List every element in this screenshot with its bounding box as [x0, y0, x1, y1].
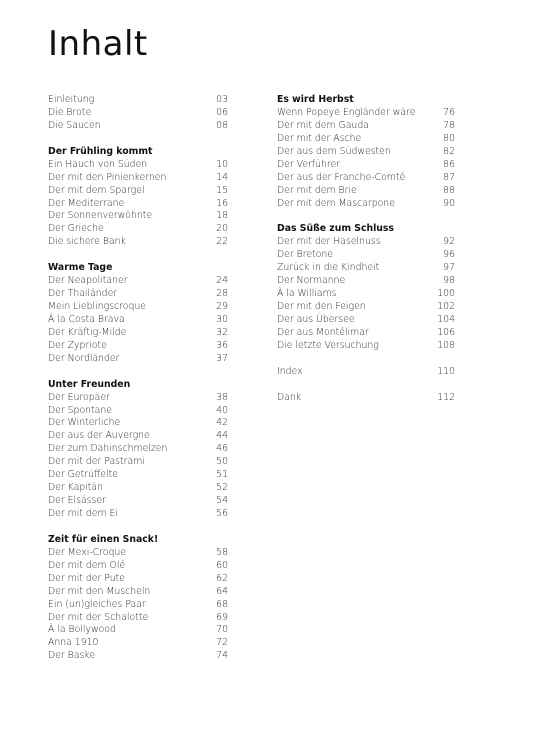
toc-entry-page: 106 [437, 326, 455, 338]
toc-entry [48, 443, 228, 456]
toc-entry [277, 314, 455, 327]
toc-entry-title: Der Spontane [48, 404, 112, 416]
section-heading-label: Es wird Herbst [277, 94, 354, 105]
toc-entry-page: 112 [437, 391, 455, 403]
toc-entry-title: Der Neapolitaner [48, 275, 128, 287]
toc-entry-page: 80 [443, 132, 455, 144]
toc-entry [48, 456, 228, 469]
toc-entry-title: À la Costa Brava [48, 313, 125, 325]
toc-entry [48, 236, 228, 249]
toc-entry-title: Der Baske [48, 650, 96, 662]
toc-entry [48, 430, 228, 443]
toc-entry-page: 60 [216, 559, 228, 571]
toc-entry-title: Der mit dem Olé [48, 559, 126, 571]
toc-entry-page: 52 [216, 482, 228, 494]
toc-entry-page: 06 [216, 106, 228, 118]
toc-entry [48, 469, 228, 482]
toc-entry [48, 650, 228, 663]
toc-entry [48, 508, 228, 521]
toc-entry-page: 46 [216, 443, 228, 455]
toc-entry [277, 198, 455, 211]
toc-entry-page: 74 [216, 650, 228, 662]
toc-entry-page: 62 [216, 572, 228, 584]
toc-entry [48, 301, 228, 314]
toc-entry-page: 22 [216, 236, 228, 248]
toc-entry-title: Der aus Übersee [277, 313, 355, 325]
toc-entry-page: 08 [216, 119, 228, 131]
toc-entry-page: 104 [437, 313, 455, 325]
toc-entry [48, 573, 228, 586]
toc-entry-title: Der aus der Franche-Comté [277, 171, 406, 183]
toc-entry [48, 107, 228, 120]
toc-entry [277, 340, 455, 353]
toc-entry [277, 301, 455, 314]
toc-entry-title: Der Verführer [277, 158, 341, 170]
toc-entry [48, 495, 228, 508]
toc-entry-page: 72 [216, 637, 228, 649]
toc-entry-title: Der mit dem Brie [277, 184, 357, 196]
toc-column-left [48, 94, 228, 663]
toc-entry-page: 92 [443, 236, 455, 248]
toc-entry-page: 28 [216, 288, 228, 300]
toc-entry-title: Anna 1910 [48, 637, 99, 649]
toc-entry-title: Einleitung [48, 94, 95, 105]
toc-entry-page: 24 [216, 275, 228, 287]
toc-entry [277, 249, 455, 262]
toc-entry-title: Der Europäer [48, 391, 110, 403]
toc-entry-title: Die sichere Bank [48, 236, 126, 248]
toc-entry [48, 560, 228, 573]
toc-entry-page: 70 [216, 624, 228, 636]
toc-entry [48, 288, 228, 301]
toc-entry-title: Der mit den Muscheln [48, 585, 151, 597]
toc-entry [48, 353, 228, 366]
toc-entry-page: 76 [443, 106, 455, 118]
toc-entry-page: 32 [216, 326, 228, 338]
toc-entry-title: Der mit der Pastrami [48, 456, 145, 468]
toc-entry-page: 64 [216, 585, 228, 597]
toc-entry-page: 98 [443, 275, 455, 287]
toc-entry-title: Der Thailänder [48, 288, 118, 300]
toc-entry-title: Der Normanne [277, 275, 346, 287]
toc-entry-title: Der Winterliche [48, 417, 121, 429]
section-spacer [48, 249, 228, 262]
toc-entry-title: Zurück in die Kindheit [277, 262, 380, 274]
toc-entry-page: 110 [437, 365, 455, 377]
toc-entry-page: 15 [216, 184, 228, 196]
section-heading [48, 146, 228, 159]
toc-entry [48, 275, 228, 288]
toc-entry-page: 30 [216, 313, 228, 325]
toc-entry-title: Ein (un)gleiches Paar [48, 598, 146, 610]
toc-entry [277, 185, 455, 198]
toc-entry [48, 586, 228, 599]
toc-entry [277, 366, 455, 379]
toc-entry [48, 637, 228, 650]
toc-entry-title: Der Zypriote [48, 339, 107, 351]
toc-entry-page: 36 [216, 339, 228, 351]
toc-entry-title: Die Brote [48, 106, 92, 118]
toc-entry [277, 288, 455, 301]
toc-entry-page: 87 [443, 171, 455, 183]
section-heading [277, 223, 455, 236]
toc-entry-title: Der mit der Asche [277, 132, 362, 144]
toc-entry [277, 133, 455, 146]
toc-entry-title: Der aus dem Südwesten [277, 145, 391, 157]
toc-entry [277, 146, 455, 159]
section-spacer [48, 133, 228, 146]
toc-entry-page: 96 [443, 249, 455, 261]
section-spacer [48, 521, 228, 534]
toc-entry-page: 37 [216, 352, 228, 364]
toc-entry [277, 327, 455, 340]
toc-entry-page: 20 [216, 223, 228, 235]
toc-entry-title: Mein Lieblingscroque [48, 301, 146, 312]
toc-entry [48, 599, 228, 612]
toc-entry-page: 38 [216, 391, 228, 403]
section-spacer [277, 353, 455, 366]
toc-entry-title: Der mit dem Gauda [277, 119, 369, 131]
toc-entry [277, 159, 455, 172]
toc-entry-title: Der mit dem Mascarpone [277, 197, 395, 209]
section-heading-label: Warme Tage [48, 262, 113, 274]
toc-entry-page: 44 [216, 430, 228, 442]
toc-entry-page: 16 [216, 197, 228, 209]
toc-entry-page: 51 [216, 469, 228, 481]
toc-entry-title: Ein Hauch von Süden [48, 158, 148, 170]
toc-entry-title: Der mit der Haselnuss [277, 236, 381, 248]
toc-entry [48, 159, 228, 172]
toc-entry-title: Die Saucen [48, 119, 101, 131]
section-heading [48, 262, 228, 275]
toc-entry-page: 56 [216, 508, 228, 519]
toc-entry-page: 14 [216, 171, 228, 183]
toc-entry [48, 185, 228, 198]
section-heading [48, 379, 228, 392]
toc-entry [277, 262, 455, 275]
toc-entry [48, 314, 228, 327]
toc-entry-title: Der mit dem Ei [48, 508, 118, 519]
toc-entry-page: 86 [443, 158, 455, 170]
toc-entry-title: Der aus Montélimar [277, 326, 369, 338]
toc-entry [48, 482, 228, 495]
toc-entry-page: 10 [216, 158, 228, 170]
toc-entry-title: Der Kapitän [48, 482, 104, 494]
toc-entry-page: 102 [437, 301, 455, 312]
section-heading [277, 94, 455, 107]
toc-entry-title: Der mit dem Spargel [48, 184, 145, 196]
toc-entry [48, 120, 228, 133]
section-heading-label: Zeit für einen Snack! [48, 533, 159, 545]
toc-entry-page: 58 [216, 546, 228, 558]
toc-entry-page: 42 [216, 417, 228, 429]
toc-entry-title: Der Mexi-Croque [48, 546, 126, 558]
toc-entry [48, 172, 228, 185]
toc-entry [277, 236, 455, 249]
toc-entry-title: Der mit der Schalotte [48, 611, 149, 623]
toc-entry-title: Die letzte Versuchung [277, 339, 379, 351]
toc-entry-title: Der Kräftig-Milde [48, 326, 127, 338]
toc-entry [48, 392, 228, 405]
toc-entry-title: Der Mediterrane [48, 197, 125, 209]
section-heading-label: Das Süße zum Schluss [277, 223, 394, 235]
toc-entry-page: 68 [216, 598, 228, 610]
toc-entry [48, 624, 228, 637]
toc-entry-title: Der zum Dahinschmelzen [48, 443, 168, 455]
toc-entry-title: À la Williams [277, 288, 337, 300]
toc-entry-page: 90 [443, 197, 455, 209]
toc-entry-title: Der Bretone [277, 249, 334, 261]
toc-entry [277, 172, 455, 185]
toc-entry-title: Der Elsässer [48, 495, 106, 507]
toc-entry [48, 417, 228, 430]
toc-entry-page: 03 [216, 94, 228, 105]
toc-entry-page: 18 [216, 210, 228, 222]
toc-entry-title: Der mit der Pute [48, 572, 125, 584]
toc-entry-page: 108 [437, 339, 455, 351]
toc-entry-page: 88 [443, 184, 455, 196]
toc-entry-title: Der aus der Auvergne [48, 430, 150, 442]
toc-entry [277, 120, 455, 133]
section-heading [48, 534, 228, 547]
page-title: Inhalt [48, 24, 148, 64]
toc-entry-title: Der Nordländer [48, 352, 120, 364]
toc-entry [48, 405, 228, 418]
toc-entry-title: Der mit den Pinienkernen [48, 171, 167, 183]
toc-entry-page: 69 [216, 611, 228, 623]
toc-entry-page: 40 [216, 404, 228, 416]
toc-entry [277, 275, 455, 288]
toc-entry-page: 29 [216, 301, 228, 312]
section-heading-label: Unter Freunden [48, 378, 131, 390]
toc-entry-page: 50 [216, 456, 228, 468]
section-spacer [277, 210, 455, 223]
toc-entry-page: 54 [216, 495, 228, 507]
toc-entry-page: 78 [443, 119, 455, 131]
toc-entry [48, 327, 228, 340]
section-spacer [277, 379, 455, 392]
toc-entry-title: Der mit den Feigen [277, 301, 366, 312]
toc-entry-page: 97 [443, 262, 455, 274]
toc-entry-page: 82 [443, 145, 455, 157]
toc-entry [277, 392, 455, 405]
toc-entry-title: Der Sonnenverwöhnte [48, 210, 153, 222]
toc-entry [48, 223, 228, 236]
toc-entry-title: Der Getrüffelte [48, 469, 119, 481]
section-spacer [48, 366, 228, 379]
toc-entry-title: À la Bollywood [48, 624, 116, 636]
toc-entry-title: Wenn Popeye Engländer wäre [277, 106, 416, 118]
toc-entry-title: Index [277, 365, 303, 377]
toc-column-right [277, 94, 455, 405]
toc-entry [48, 340, 228, 353]
toc-entry [277, 107, 455, 120]
toc-entry [48, 94, 228, 107]
toc-entry-page: 100 [437, 288, 455, 300]
section-heading-label: Der Frühling kommt [48, 145, 153, 157]
toc-entry [48, 547, 228, 560]
toc-entry [48, 198, 228, 211]
toc-entry-title: Der Grieche [48, 223, 104, 235]
toc-entry-title: Dank [277, 391, 302, 403]
toc-entry [48, 210, 228, 223]
toc-entry [48, 612, 228, 625]
